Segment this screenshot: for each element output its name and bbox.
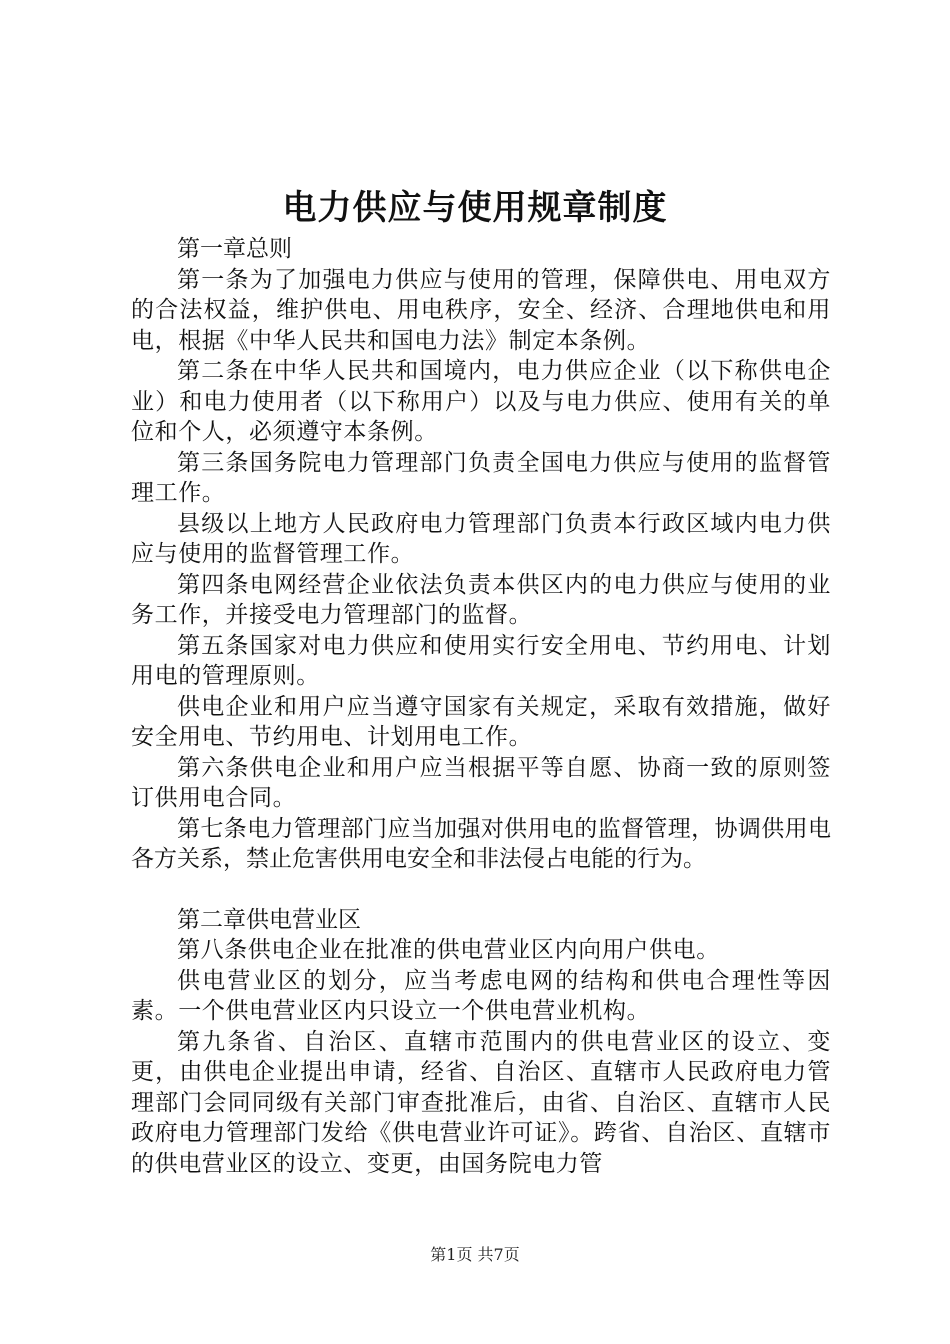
article-paragraph: 第一条为了加强电力供应与使用的管理，保障供电、用电双方的合法权益，维护供电、用电秩序，安全、经济、合理地供电和用电，根据《中华人民共和国电力法》制定本条例。 (131, 266, 831, 354)
article-paragraph: 供电企业和用户应当遵守国家有关规定，采取有效措施，做好安全用电、节约用电、计划用电工作。 (131, 693, 831, 750)
article-paragraph: 第九条省、自治区、直辖市范围内的供电营业区的设立、变更，由供电企业提出申请，经省、自治区、直辖市人民政府电力管理部门会同同级有关部门审查批准后，由省、自治区、直辖市人民政府电力管理部门发给《供电营业许可证》。跨省、自治区、直辖市的供电营业区的设立、变更，由国务院电力管 (131, 1028, 831, 1177)
chapter-heading: 第二章供电营业区 (177, 906, 361, 933)
article-paragraph: 第八条供电企业在批准的供电营业区内向用户供电。 (177, 937, 720, 963)
article-paragraph: 供电营业区的划分，应当考虑电网的结构和供电合理性等因素。一个供电营业区内只设立一个供电营业机构。 (131, 967, 831, 1024)
article-paragraph: 第三条国务院电力管理部门负责全国电力供应与使用的监督管理工作。 (131, 449, 831, 506)
document-body (131, 234, 831, 1179)
chapter-heading: 第一章总则 (177, 236, 292, 262)
article-paragraph: 县级以上地方人民政府电力管理部门负责本行政区域内电力供应与使用的监督管理工作。 (131, 510, 831, 567)
article-paragraph: 第五条国家对电力供应和使用实行安全用电、节约用电、计划用电的管理原则。 (131, 632, 831, 689)
section-gap (131, 875, 831, 905)
article-paragraph: 第六条供电企业和用户应当根据平等自愿、协商一致的原则签订供用电合同。 (131, 754, 831, 811)
article-paragraph: 第二条在中华人民共和国境内，电力供应企业（以下称供电企业）和电力使用者（以下称用户）以及与电力供应、使用有关的单位和个人，必须遵守本条例。 (131, 358, 831, 445)
page-number: 第1页 共7页 (430, 1245, 520, 1264)
article-paragraph: 第七条电力管理部门应当加强对供用电的监督管理，协调供用电各方关系，禁止危害供用电安全和非法侵占电能的行为。 (131, 815, 831, 872)
document-title: 电力供应与使用规章制度 (282, 188, 668, 228)
article-paragraph: 第四条电网经营企业依法负责本供区内的电力供应与使用的业务工作，并接受电力管理部门的监督。 (131, 571, 831, 628)
